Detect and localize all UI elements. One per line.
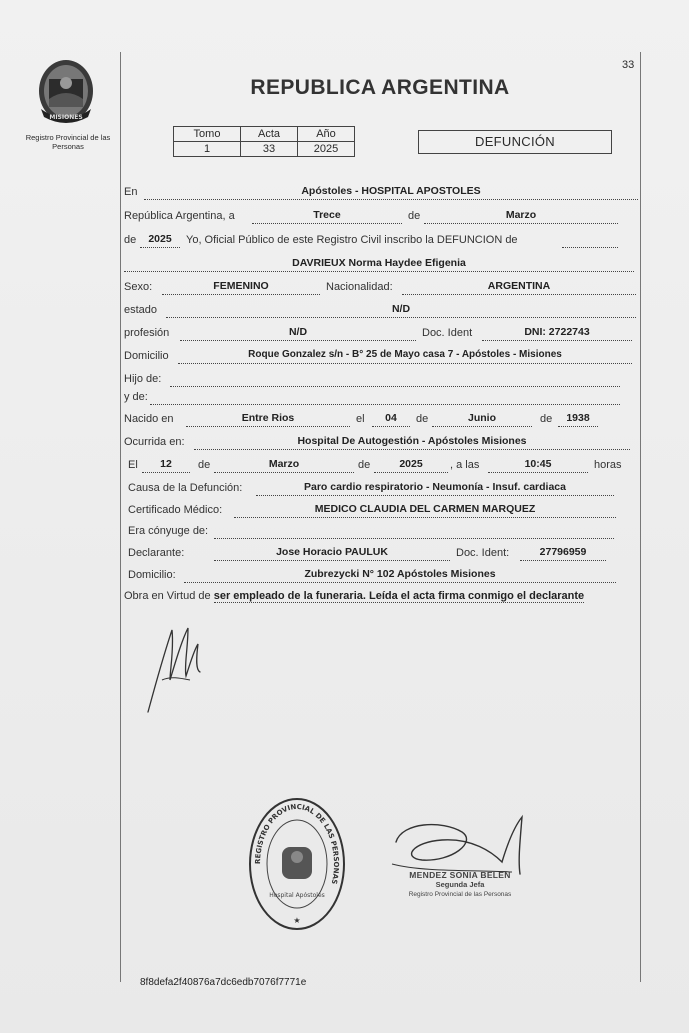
oficial-blank [562,233,618,248]
row-declarante [124,545,624,563]
domicilio-label: Domicilio [124,350,169,362]
row-conyuge [124,523,624,541]
declarante-value: Jose Horacio PAULUK [214,546,450,561]
official-stamp [380,870,540,900]
svg-text:REGISTRO PROVINCIAL DE LAS PER: REGISTRO PROVINCIAL DE LAS PERSONAS [253,802,341,885]
death-year: 2025 [374,458,448,473]
horas-label: horas [594,459,622,471]
domicilio2-label: Domicilio: [128,569,176,581]
de-label: de [408,210,421,222]
certificado-value: MEDICO CLAUDIA DEL CARMEN MARQUEZ [234,503,616,518]
tomo-value: 1 [174,142,241,157]
declarante-label: Declarante: [128,547,185,559]
doc-ident2-label: Doc. Ident: [456,547,510,559]
y-de-blank [150,390,620,405]
place-value: Apóstoles - HOSPITAL APOSTOLES [144,185,638,200]
row-domicilio2 [124,567,624,585]
row-oficial [124,232,624,250]
anio-value: 2025 [298,142,355,157]
month-value: Marzo [424,209,618,224]
ocurrida-value: Hospital De Autogestión - Apóstoles Misiones [194,435,630,450]
row-place [124,184,624,202]
certificado-label: Certificado Médico: [128,504,223,516]
ocurrida-label: Ocurrida en: [124,436,185,448]
a-las-label: , a las [450,459,480,471]
official-seal [248,797,346,931]
domicilio2-value: Zubrezycki N° 102 Apóstoles Misiones [184,568,616,583]
year-value: 2025 [140,233,180,248]
nacido-value: Entre Rios [186,412,350,427]
de6-label: de [358,459,371,471]
row-estado [124,302,624,320]
hijo-blank [170,372,620,387]
row-sex [124,279,624,297]
death-time: 10:45 [488,458,588,473]
birth-day: 04 [372,412,410,427]
doc-ident-value: DNI: 2722743 [482,326,632,341]
causa-label: Causa de la Defunción: [128,482,243,494]
sexo-value: FEMENINO [162,280,320,295]
page-number: 33 [622,59,635,71]
row-nacido [124,411,624,429]
row-causa [124,480,624,498]
acta-header: Acta [241,127,298,142]
day-value: Trece [252,209,402,224]
row-name [124,256,624,274]
conyuge-label: Era cónyuge de: [128,525,209,537]
de5-label: de [198,459,211,471]
svg-text:★: ★ [293,916,301,925]
sexo-label: Sexo: [124,281,153,293]
tomo-header: Tomo [174,127,241,142]
row-death-date [124,457,624,475]
death-day: 12 [142,458,190,473]
estado-value: N/D [166,303,636,318]
birth-year: 1938 [558,412,598,427]
seal-icon [248,797,346,931]
profesion-value: N/D [180,326,416,341]
de2-label: de [124,234,137,246]
nacionalidad-value: ARGENTINA [402,280,636,295]
document-type-box: DEFUNCIÓN [418,130,612,154]
republica-label: República Argentina, a [124,210,235,222]
row-profesion [124,325,624,343]
y-de-label: y de: [124,391,148,403]
obra-label: Obra en Virtud de [124,590,211,602]
nacido-label: Nacido en [124,413,174,425]
profesion-label: profesión [124,327,170,339]
en-label: En [124,186,138,198]
provincial-coat-of-arms-icon [36,57,96,125]
acta-value: 33 [241,142,298,157]
hijo-label: Hijo de: [124,373,162,385]
de4-label: de [540,413,553,425]
el2-label: El [128,459,138,471]
right-margin-line [640,52,641,982]
row-date [124,208,624,226]
causa-value: Paro cardio respiratorio - Neumonía - Insuf. cardiaca [256,481,614,496]
estado-label: estado [124,304,158,316]
registry-caption: Registro Provincial de las Personas [25,133,111,151]
official-name: MENDEZ SONIA BELEN [409,870,511,880]
doc-ident-label: Doc. Ident [422,327,473,339]
birth-month: Junio [432,412,532,427]
svg-text:Hospital Apóstoles: Hospital Apóstoles [269,892,325,899]
de3-label: de [416,413,429,425]
doc-ident2-value: 27796959 [520,546,606,561]
deceased-name: DAVRIEUX Norma Haydee Efigenia [124,257,634,272]
official-office: Registro Provincial de las Personas [408,891,512,898]
document-hash: 8f8defa2f40876a7dc6edb7076f7771e [140,977,307,988]
death-month: Marzo [214,458,354,473]
nacionalidad-label: Nacionalidad: [326,281,393,293]
svg-text:MISIONES: MISIONES [49,114,83,121]
row-ocurrida [124,434,624,452]
left-margin-line [120,52,121,982]
oficial-text: Yo, Oficial Público de este Registro Civil inscribo la DEFUNCION de [186,234,518,246]
row-hijo [124,371,624,389]
obra-line [124,590,584,602]
row-domicilio [124,348,624,366]
document-title: REPUBLICA ARGENTINA [250,76,510,99]
record-table [173,126,355,157]
el-label: el [356,413,365,425]
row-y-de [124,389,624,407]
anio-header: Año [298,127,355,142]
official-role: Segunda Jefa [435,880,485,889]
declarant-signature-icon [140,620,210,715]
row-certificado [124,502,624,520]
obra-value: ser empleado de la funeraria. Leída el acta firma conmigo el declarante [213,590,585,602]
conyuge-blank [214,524,614,539]
domicilio-value: Roque Gonzalez s/n - B° 25 de Mayo casa 7 - Apóstoles - Misiones [178,349,632,364]
